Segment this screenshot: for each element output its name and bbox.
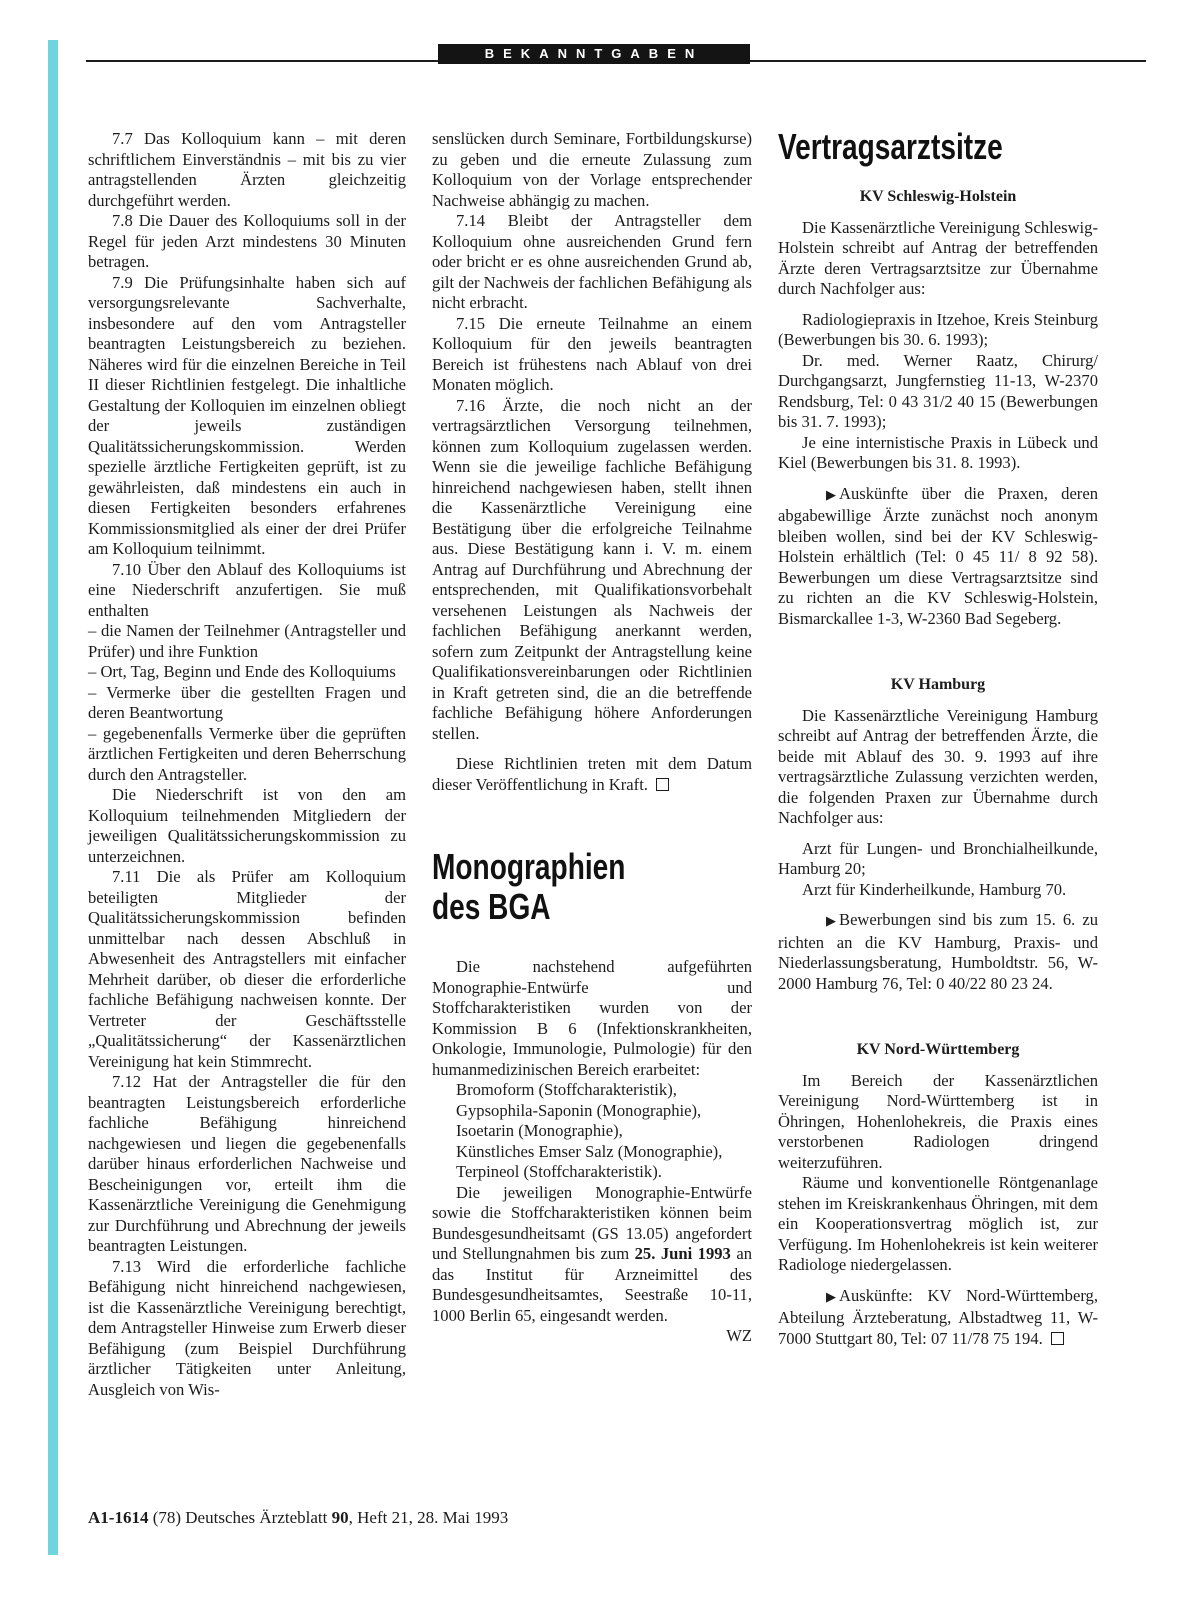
hh-intro: Die Kassenärztliche Vereinigung Hamburg schreibt auf Antrag der betreffenden Ärzte, die beide mit Ablauf des 30. 9. 1993 auf ihre vertragsärztliche Zulassung verzichten werden, die folgenden Praxen zur Übernahme durch Nachfolger aus: (778, 705, 1098, 827)
page-code: A1-1614 (88, 1508, 149, 1527)
bga-headline-line2: des BGA (432, 886, 551, 927)
paragraph-7-7: 7.7 Das Kolloquium kann – mit deren schriftlichem Einverständnis – mit bis zu vier antragstellenden Ärzten gleichzeitig durchgeführt werden. (88, 129, 406, 210)
kv-schleswig-holstein-title: KV Schleswig-Holstein (859, 188, 1017, 205)
sh-note-text: Auskünfte über die Praxen, deren abgabewillige Ärzte zunächst noch anonym bleiben wollen, sind bei der KV Schleswig-Holstein erhältlich (Tel: 0 45 11/ 8 92 58). Bewerbungen um diese Vertragsarztsitze sind zu richten an die KV Schleswig-Holstein, Bismarckallee 1-3, W-2360 Bad Segeberg. (778, 483, 1098, 628)
nw-note (778, 1286, 1098, 1350)
nw-paragraph: Räume und konventionelle Röntgenanlage stehen im Kreiskrankenhaus Öhringen, mit dem ein Kooperationsvertrag möglich ist, zur Verfügung. Im Hohenlohekreis ist kein weiterer Radiologe niedergelassen. (778, 1173, 1098, 1274)
sh-item: Je eine internistische Praxis in Lübeck und Kiel (Bewerbungen bis 31. 8. 1993). (778, 432, 1098, 472)
sh-item: Radiologiepraxis in Itzehoe, Kreis Steinburg (Bewerbungen bis 30. 6. 1993); (778, 309, 1099, 349)
bga-headline (432, 847, 682, 927)
paragraph-7-15: 7.15 Die erneute Teilnahme an einem Kolloquium für den jeweils beantragten Bereich ist frühestens nach Ablauf von drei Monaten möglich. (432, 313, 752, 394)
kv-hamburg-title: KV Hamburg (890, 676, 986, 693)
paragraph-7-9: 7.9 Die Prüfungsinhalte haben sich auf versorgungsrelevante Sachverhalte, insbesondere auf den vom Antragsteller beantragten Leistungsbereich zu beziehen. Näheres wird für die einzelnen Bereiche in Teil II dieser Richtlinien festgelegt. Die inhaltliche Gestaltung der Kolloquien im einzelnen obliegt der jeweils zuständigen Qualitätssicherungskommission. Werden spezielle ärztliche Fertigkeiten geprüft, ist zu gewährleisten, daß mindestens ein auch in diesen Fertigkeiten besonders erfahrenes Kommissionsmitglied als einer der drei Prüfer am Kolloquium teilnimmt. (88, 272, 406, 558)
column-2 (432, 129, 752, 1347)
list-item-questions: – Vermerke über die gestellten Fragen und deren Beantwortung (88, 682, 406, 722)
bga-item: Bromoform (Stoffcharakteristik), (456, 1080, 677, 1099)
end-of-article-box-icon (1051, 1332, 1064, 1345)
bga-item: Terpineol (Stoffcharakteristik). (456, 1162, 662, 1181)
paragraph-7-13: 7.13 Wird die erforderliche fachliche Befähigung nicht hinreichend nachgewiesen, ist die Kassenärztliche Vereinigung berechtigt, dem Antragsteller Hinweise zum Erwerb dieser Befähigung (zum Beispiel Durchführung ärztlicher Tätigkeiten unter Anleitung, Ausgleich von Wis- (88, 1256, 406, 1399)
list-item-participants: – die Namen der Teilnehmer (Antragsteller und Prüfer) und ihre Funktion (88, 621, 406, 661)
paragraph-7-14: 7.14 Bleibt der Antragsteller dem Kolloquium ohne ausreichenden Grund fern oder bricht er es ohne ausreichenden Grund ab, gilt der Nachweis der fachlichen Befähigung als nicht erbracht. (432, 211, 752, 312)
triangle-pointer-icon: ▶ (826, 1289, 836, 1305)
closing-statement (432, 754, 752, 795)
sh-note (778, 484, 1098, 630)
triangle-pointer-icon: ▶ (826, 914, 836, 929)
kv-nord-wuerttemberg-title: KV Nord-Württemberg (856, 1041, 1020, 1058)
page-number: (78) (152, 1508, 182, 1527)
paragraph-7-10: 7.10 Über den Ablauf des Kolloquiums ist eine Niederschrift anzufertigen. Sie muß enthalten (88, 559, 406, 620)
bga-deadline: 25. Juni 1993 (634, 1244, 731, 1263)
sh-intro: Die Kassenärztliche Vereinigung Schleswig-Holstein schreibt auf Antrag der betreffenden Ärzte deren Vertragsarztsitze zur Übernahme durch Nachfolger aus: (778, 217, 1098, 298)
bga-outro (432, 1183, 752, 1327)
page-footer (88, 1508, 508, 1528)
journal-volume: 90 (331, 1508, 349, 1527)
bga-outro-part2: an das Institut für Arzneimittel des Bundesgesundheitsamtes, Seestraße 10-11, 1000 Berlin 65, eingesandt werden. (432, 1244, 752, 1325)
bga-item: Gypsophila-Saponin (Monographie), (456, 1100, 702, 1120)
sh-item: Dr. med. Werner Raatz, Chirurg/ Durchgangsarzt, Jungfernstieg 11-13, W-2370 Rendsburg, Tel: 0 43 31/2 40 15 (Bewerbungen bis 31. 7. 1993); (778, 350, 1098, 431)
bga-outro-part1: Die jeweiligen Monographie-Entwürfe sowie die Stoffcharakteristiken können beim Bundesgesundheitsamt (GS 13.05) angefordert und Stellungnahmen bis zum (432, 1182, 752, 1263)
hh-note (778, 910, 1098, 994)
column-3 (778, 126, 1099, 1349)
paragraph-7-13-continued: senslücken durch Seminare, Fortbildungskurse) zu geben und die erneute Zulassung zum Kolloquium von der Vorlage entsprechender Nachweise abhängig zu machen. (432, 129, 752, 210)
nw-paragraph: Im Bereich der Kassenärztlichen Vereinigung Nord-Württemberg ist in Öhringen, Hohenlohekreis, die Praxis eines verstorbenen Radiologen dringend weiterzuführen. (778, 1070, 1098, 1172)
bga-item: Isoetarin (Monographie), (456, 1121, 623, 1140)
paragraph-7-12: 7.12 Hat der Antragsteller die für den beantragten Leistungsbereich erforderliche fachliche Befähigung hinreichend nachgewiesen und liegen die gegebenenfalls darüber hinaus erforderlichen Nachweise und Bescheinigungen vor, erteilt ihm die Kassenärztliche Vereinigung die Genehmigung zur Durchführung und Abrechnung der jeweils beantragten Leistungen. (88, 1072, 406, 1255)
list-item-place-time: – Ort, Tag, Beginn und Ende des Kolloquiums (88, 662, 396, 681)
journal-name: Deutsches Ärzteblatt (185, 1508, 328, 1527)
nw-note-text: Auskünfte: KV Nord-Württemberg, Abteilung Ärzteberatung, Albstadtweg 11, W-7000 Stuttgart 80, Tel: 07 11/78 75 194. (778, 1285, 1098, 1348)
paragraph-7-8: 7.8 Die Dauer des Kolloquiums soll in der Regel für jeden Arzt mindestens 30 Minuten betragen. (88, 211, 406, 271)
bga-signature: WZ (726, 1326, 752, 1345)
vertragsarztsitze-headline: Vertragsarztsitze (778, 126, 1003, 167)
end-of-article-box-icon (656, 778, 669, 791)
paragraph-signature-note: Die Niederschrift ist von den am Kolloquium teilnehmenden Mitgliedern der jeweiligen Qualitätssicherungskommission zu unterzeichnen. (88, 785, 406, 866)
closing-text: Diese Richtlinien treten mit dem Datum dieser Veröffentlichung in Kraft. (432, 754, 752, 794)
triangle-pointer-icon: ▶ (826, 487, 836, 503)
column-1 (88, 129, 406, 1400)
bga-headline-line1: Monographien (432, 846, 626, 887)
paragraph-7-11: 7.11 Die als Prüfer am Kolloquium beteiligten Mitglieder der Qualitätssicherungskommission befinden unmittelbar nach dessen Abschluß in Abwesenheit des Antragstellers mit einfacher Mehrheit darüber, ob dieser die erforderliche fachliche Befähigung nachweisen konnte. Der Vertreter der Geschäftsstelle „Qualitätssicherung“ der Kassenärztlichen Vereinigung hat kein Stimmrecht. (88, 867, 406, 1071)
journal-issue: , Heft 21, 28. Mai 1993 (348, 1508, 509, 1527)
section-label: BEKANNTGABEN (438, 44, 750, 64)
bga-intro: Die nachstehend aufgeführten Monographie-Entwürfe und Stoffcharakteristiken wurden von der Kommission B 6 (Infektionskrankheiten, Onkologie, Immunologie, Pulmologie) für den humanmedizinischen Bereich erarbeitet: (432, 957, 752, 1079)
paragraph-7-16: 7.16 Ärzte, die noch nicht an der vertragsärztlichen Versorgung teilnehmen, können zum Kolloquium zugelassen werden. Wenn sie die jeweilige fachliche Befähigung hinreichend nachgewiesen haben, stellt ihnen die Kassenärztliche Vereinigung eine Bestätigung über die erfolgreiche Teilnahme aus. Diese Bestätigung kann i. V. m. einem Antrag auf Durchführung und Abrechnung der entsprechenden, mit Qualifikationsvorbehalt versehenen Leistungen als Nachweis der fachlichen Befähigung anerkannt werden, sofern zum Zeitpunkt der Antragstellung keine Qualifikationsvereinbarungen oder Richtlinien in Kraft getreten sind, die an die betreffende fachliche Befähigung höhere Anforderungen stellen. (432, 395, 752, 743)
bga-item: Künstliches Emser Salz (Monographie), (456, 1141, 723, 1161)
list-item-skills: – gegebenenfalls Vermerke über die geprüften ärztlichen Fertigkeiten und deren Beherrschung durch den Antragsteller. (88, 723, 406, 784)
hh-note-text: Bewerbungen sind bis zum 15. 6. zu richten an die KV Hamburg, Praxis- und Niederlassungsberatung, Humboldtstr. 56, W-2000 Hamburg 76, Tel: 0 40/22 80 23 24. (778, 910, 1098, 993)
accent-side-bar (48, 40, 58, 1555)
hh-item: Arzt für Kinderheilkunde, Hamburg 70. (802, 879, 1067, 899)
hh-item: Arzt für Lungen- und Bronchialheilkunde, Hamburg 20; (778, 838, 1098, 878)
